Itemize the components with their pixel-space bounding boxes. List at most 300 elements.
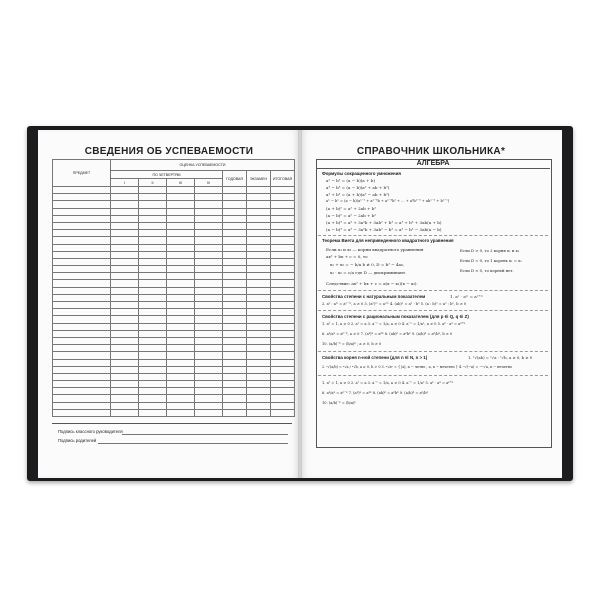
subject-cell[interactable] [53,194,111,201]
grade-cell[interactable] [111,302,139,309]
grade-cell[interactable] [111,395,139,402]
grade-cell[interactable] [247,309,271,316]
grade-cell[interactable] [195,337,223,344]
grade-cell[interactable] [223,323,247,330]
subject-cell[interactable] [53,395,111,402]
subject-cell[interactable] [53,316,111,323]
grade-cell[interactable] [111,366,139,373]
grade-cell[interactable] [195,345,223,352]
vieta-heading: Теорема Виета для неприведенного квадратного уравнения [322,238,454,243]
grade-cell[interactable] [195,409,223,416]
grade-cell[interactable] [111,244,139,251]
natural-powers-heading: Свойства степени с натуральным показателем [322,294,426,299]
grade-cell[interactable] [111,402,139,409]
grade-cell[interactable] [195,266,223,273]
grade-cell[interactable] [223,244,247,251]
grade-cell[interactable] [139,287,167,294]
grade-cell[interactable] [247,244,271,251]
grade-cell[interactable] [139,366,167,373]
grade-cell[interactable] [223,302,247,309]
grade-cell[interactable] [195,222,223,229]
grade-cell[interactable] [247,187,271,194]
grade-cell[interactable] [167,366,195,373]
grades-page-title: СВЕДЕНИЯ ОБ УСПЕВАЕМОСТИ [84,146,254,157]
grade-cell[interactable] [195,302,223,309]
grade-cell[interactable] [247,194,271,201]
grade-cell[interactable] [271,302,295,309]
grade-cell[interactable] [271,287,295,294]
grade-cell[interactable] [195,273,223,280]
grade-cell[interactable] [271,237,295,244]
formula-line: (a − b)³ = a³ − 3a²b + 3ab² − b³ = a³ − b³ − 3ab(a − b) [326,227,442,232]
grade-cell[interactable] [271,222,295,229]
grade-cell[interactable] [111,409,139,416]
grade-cell[interactable] [167,359,195,366]
grade-cell[interactable] [223,381,247,388]
grade-cell[interactable] [195,352,223,359]
grade-cell[interactable] [139,266,167,273]
grade-cell[interactable] [247,294,271,301]
year-header: ГОДОВАЯ [223,171,247,187]
grade-cell[interactable] [111,294,139,301]
formula-line: a³ + b³ = (a + b)(a² − ab + b²) [326,192,390,197]
grade-cell[interactable] [223,359,247,366]
natural-power-line: 1. aⁿ · aᵐ = aⁿ⁺ᵐ [450,294,484,299]
grade-cell[interactable] [167,337,195,344]
grade-cell[interactable] [223,409,247,416]
subject-cell[interactable] [53,366,111,373]
grade-row [53,373,295,380]
grade-cell[interactable] [167,352,195,359]
root-line: 1. ⁿ√(ab) = ⁿ√a · ⁿ√b, a ≥ 0, b ≥ 0 [468,355,533,360]
grade-row [53,330,295,337]
grade-cell[interactable] [247,323,271,330]
grade-cell[interactable] [167,373,195,380]
grade-cell[interactable] [111,280,139,287]
subject-cell[interactable] [53,251,111,258]
grade-cell[interactable] [247,230,271,237]
grade-cell[interactable] [195,330,223,337]
grade-cell[interactable] [223,402,247,409]
grade-cell[interactable] [271,208,295,215]
grade-cell[interactable] [139,330,167,337]
grade-cell[interactable] [111,237,139,244]
grade-cell[interactable] [271,230,295,237]
grade-cell[interactable] [139,337,167,344]
grade-cell[interactable] [271,251,295,258]
grade-cell[interactable] [271,352,295,359]
grade-cell[interactable] [111,201,139,208]
grade-cell[interactable] [167,237,195,244]
grade-cell[interactable] [195,237,223,244]
grade-cell[interactable] [223,237,247,244]
grade-cell[interactable] [167,409,195,416]
grade-cell[interactable] [195,215,223,222]
grade-cell[interactable] [167,323,195,330]
grade-cell[interactable] [223,187,247,194]
formula-line: (a + b)³ = a³ + 3a²b + 3ab² + b³ = a³ + b³ + 3ab(a + b) [326,220,442,225]
grade-cell[interactable] [167,395,195,402]
grade-cell[interactable] [167,273,195,280]
grade-cell[interactable] [223,273,247,280]
grade-cell[interactable] [111,323,139,330]
subject-cell[interactable] [53,309,111,316]
grade-cell[interactable] [111,359,139,366]
subject-cell[interactable] [53,323,111,330]
section-divider [318,310,548,311]
grade-cell[interactable] [167,201,195,208]
grade-cell[interactable] [247,208,271,215]
subject-cell[interactable] [53,201,111,208]
quarter-1-header: I [111,179,139,187]
grade-cell[interactable] [195,244,223,251]
grade-cell[interactable] [271,266,295,273]
grade-cell[interactable] [111,352,139,359]
grade-cell[interactable] [139,258,167,265]
grade-row [53,345,295,352]
exam-header: ЭКЗАМЕН [247,171,271,187]
grade-cell[interactable] [139,309,167,316]
grade-cell[interactable] [139,273,167,280]
grade-cell[interactable] [247,402,271,409]
grade-cell[interactable] [247,222,271,229]
grades-table-body [53,187,295,417]
grade-row [53,337,295,344]
subject-cell[interactable] [53,409,111,416]
grade-cell[interactable] [223,258,247,265]
subject-cell[interactable] [53,280,111,287]
grade-cell[interactable] [139,402,167,409]
grade-cell[interactable] [271,388,295,395]
subject-cell[interactable] [53,388,111,395]
grade-cell[interactable] [167,330,195,337]
grade-cell[interactable] [223,294,247,301]
grade-cell[interactable] [247,352,271,359]
grade-cell[interactable] [111,215,139,222]
grade-cell[interactable] [271,337,295,344]
grade-cell[interactable] [247,373,271,380]
grade-cell[interactable] [271,309,295,316]
grade-cell[interactable] [195,323,223,330]
subject-cell[interactable] [53,302,111,309]
grade-cell[interactable] [195,402,223,409]
grade-cell[interactable] [247,302,271,309]
grade-cell[interactable] [195,388,223,395]
section-divider [318,375,548,376]
grade-cell[interactable] [271,402,295,409]
grade-cell[interactable] [271,273,295,280]
subject-cell[interactable] [53,330,111,337]
grade-cell[interactable] [223,208,247,215]
grade-cell[interactable] [195,381,223,388]
grade-cell[interactable] [139,194,167,201]
grade-row [53,287,295,294]
grade-cell[interactable] [271,381,295,388]
grade-cell[interactable] [271,359,295,366]
grade-cell[interactable] [139,222,167,229]
grade-cell[interactable] [195,230,223,237]
grade-cell[interactable] [111,194,139,201]
grade-cell[interactable] [167,251,195,258]
formula-line: (a − b)² = a² − 2ab + b² [326,213,377,218]
grade-cell[interactable] [223,330,247,337]
grade-row [53,402,295,409]
grade-cell[interactable] [247,287,271,294]
grade-cell[interactable] [271,345,295,352]
grade-cell[interactable] [247,251,271,258]
grade-row [53,316,295,323]
grade-cell[interactable] [195,359,223,366]
grade-cell[interactable] [139,280,167,287]
subject-header: ПРЕДМЕТ [53,160,111,187]
subject-cell[interactable] [53,273,111,280]
grade-cell[interactable] [195,309,223,316]
grade-cell[interactable] [139,230,167,237]
grade-cell[interactable] [139,208,167,215]
grade-cell[interactable] [271,280,295,287]
grade-cell[interactable] [271,366,295,373]
grade-cell[interactable] [271,323,295,330]
subject-cell[interactable] [53,222,111,229]
grade-cell[interactable] [271,201,295,208]
grade-cell[interactable] [195,187,223,194]
grade-row [53,244,295,251]
grade-cell[interactable] [167,208,195,215]
subject-cell[interactable] [53,244,111,251]
grade-cell[interactable] [139,251,167,258]
grade-cell[interactable] [271,294,295,301]
grade-cell[interactable] [271,215,295,222]
grade-cell[interactable] [223,201,247,208]
subject-cell[interactable] [53,345,111,352]
grade-cell[interactable] [167,294,195,301]
grade-row [53,187,295,194]
grade-cell[interactable] [167,302,195,309]
grade-cell[interactable] [223,309,247,316]
grade-cell[interactable] [223,287,247,294]
grade-cell[interactable] [195,208,223,215]
grade-cell[interactable] [223,215,247,222]
grade-cell[interactable] [271,373,295,380]
grade-cell[interactable] [271,409,295,416]
subject-cell[interactable] [53,237,111,244]
grade-cell[interactable] [111,208,139,215]
grade-cell[interactable] [167,316,195,323]
grade-cell[interactable] [271,258,295,265]
grade-cell[interactable] [167,287,195,294]
grade-cell[interactable] [167,215,195,222]
grade-cell[interactable] [223,194,247,201]
grade-cell[interactable] [223,251,247,258]
grade-cell[interactable] [111,381,139,388]
grade-cell[interactable] [167,266,195,273]
grade-cell[interactable] [167,230,195,237]
reference-page-title: СПРАВОЧНИК ШКОЛЬНИКА* [356,146,506,157]
subject-cell[interactable] [53,208,111,215]
grade-cell[interactable] [111,373,139,380]
subject-cell[interactable] [53,287,111,294]
grade-cell[interactable] [139,345,167,352]
grade-cell[interactable] [195,251,223,258]
grade-cell[interactable] [223,222,247,229]
subject-cell[interactable] [53,381,111,388]
grade-cell[interactable] [111,337,139,344]
grade-cell[interactable] [195,194,223,201]
grade-cell[interactable] [111,258,139,265]
grade-cell[interactable] [139,359,167,366]
grade-cell[interactable] [111,230,139,237]
grade-cell[interactable] [247,237,271,244]
grade-cell[interactable] [111,187,139,194]
grade-cell[interactable] [139,381,167,388]
subject-cell[interactable] [53,258,111,265]
grade-cell[interactable] [167,280,195,287]
grade-cell[interactable] [223,337,247,344]
short-mult-heading: Формулы сокращенного умножения [322,171,401,176]
grade-cell[interactable] [195,395,223,402]
vieta-line: x₁ + x₂ = − b/a b ≠ 0, D = b² − 4ac, [330,262,405,267]
subject-cell[interactable] [53,294,111,301]
grade-cell[interactable] [247,201,271,208]
grade-cell[interactable] [167,187,195,194]
grade-cell[interactable] [111,309,139,316]
grade-cell[interactable] [111,345,139,352]
grade-cell[interactable] [139,352,167,359]
grade-row [53,251,295,258]
parents-signature-line [98,443,288,444]
grade-cell[interactable] [139,316,167,323]
grade-row [53,381,295,388]
quarters-header: ПО ЧЕТВЕРТЯМ [111,171,223,179]
grade-cell[interactable] [111,330,139,337]
grade-row [53,222,295,229]
grade-cell[interactable] [167,345,195,352]
grade-cell[interactable] [139,187,167,194]
grade-cell[interactable] [111,316,139,323]
grade-cell[interactable] [167,309,195,316]
subject-cell[interactable] [53,230,111,237]
subject-cell[interactable] [53,373,111,380]
grade-cell[interactable] [111,251,139,258]
grade-cell[interactable] [139,323,167,330]
grade-cell[interactable] [247,345,271,352]
grade-cell[interactable] [167,402,195,409]
grade-cell[interactable] [223,316,247,323]
grade-cell[interactable] [223,345,247,352]
grade-cell[interactable] [223,388,247,395]
grade-cell[interactable] [247,388,271,395]
grade-cell[interactable] [271,187,295,194]
grade-cell[interactable] [111,388,139,395]
grade-cell[interactable] [271,244,295,251]
grade-cell[interactable] [139,294,167,301]
grade-cell[interactable] [111,222,139,229]
grade-cell[interactable] [139,302,167,309]
grade-cell[interactable] [223,366,247,373]
grade-cell[interactable] [195,366,223,373]
grade-cell[interactable] [195,373,223,380]
grade-cell[interactable] [247,280,271,287]
grade-cell[interactable] [271,316,295,323]
grade-cell[interactable] [167,222,195,229]
grade-row [53,215,295,222]
grade-cell[interactable] [223,395,247,402]
grade-cell[interactable] [247,409,271,416]
grade-cell[interactable] [139,373,167,380]
grade-cell[interactable] [247,366,271,373]
grade-row [53,294,295,301]
grade-cell[interactable] [247,359,271,366]
grade-cell[interactable] [195,280,223,287]
grade-cell[interactable] [271,395,295,402]
grade-row [53,273,295,280]
rational-power-line: 6. aᵖ/aᵠ = aᵖ⁻ᵠ, a ≠ 0 7. (aᵖ)ᵠ = aᵖᵠ 8. (ab)ᵖ = aᵖbᵖ 9. (a/b)ᵖ = aᵖ/bᵖ, b ≠ 0 [322,332,453,336]
grade-cell[interactable] [167,194,195,201]
grade-cell[interactable] [223,266,247,273]
power-property-line: 10. (a/b)⁻ᵖ = (b/a)ᵖ [322,401,356,405]
grade-cell[interactable] [247,395,271,402]
subject-cell[interactable] [53,402,111,409]
grade-cell[interactable] [139,201,167,208]
quarter-2-header: II [139,179,167,187]
algebra-section-title: АЛГЕБРА [316,160,550,169]
grade-cell[interactable] [247,215,271,222]
grade-cell[interactable] [139,395,167,402]
grade-cell[interactable] [195,258,223,265]
parents-signature-label: Подпись родителей [58,438,97,443]
grade-cell[interactable] [139,388,167,395]
grade-cell[interactable] [195,316,223,323]
subject-cell[interactable] [53,352,111,359]
grade-cell[interactable] [167,381,195,388]
grade-cell[interactable] [167,258,195,265]
discriminant-case: Если D > 0, то 2 корня x₁ и x₂ [460,248,520,253]
grade-cell[interactable] [167,388,195,395]
subject-cell[interactable] [53,337,111,344]
subject-cell[interactable] [53,215,111,222]
subject-cell[interactable] [53,266,111,273]
grade-cell[interactable] [195,201,223,208]
grade-cell[interactable] [139,215,167,222]
grade-cell[interactable] [247,266,271,273]
grade-cell[interactable] [247,330,271,337]
grade-row [53,395,295,402]
subject-cell[interactable] [53,187,111,194]
grade-cell[interactable] [167,244,195,251]
grade-cell[interactable] [271,330,295,337]
grade-cell[interactable] [247,337,271,344]
grade-cell[interactable] [111,287,139,294]
grade-cell[interactable] [139,237,167,244]
subject-cell[interactable] [53,359,111,366]
grade-cell[interactable] [223,352,247,359]
grade-cell[interactable] [195,287,223,294]
grade-cell[interactable] [139,409,167,416]
grade-cell[interactable] [111,266,139,273]
grade-cell[interactable] [223,230,247,237]
grade-cell[interactable] [271,194,295,201]
grade-cell[interactable] [247,316,271,323]
grade-cell[interactable] [111,273,139,280]
grade-cell[interactable] [247,273,271,280]
vieta-corollary: Следствие: ax² + bx + c = a(x − x₁)(x − x₂). [326,281,418,286]
grade-cell[interactable] [223,373,247,380]
grade-cell[interactable] [223,280,247,287]
grade-cell[interactable] [247,381,271,388]
grade-cell[interactable] [139,244,167,251]
grade-cell[interactable] [247,258,271,265]
grade-cell[interactable] [195,294,223,301]
